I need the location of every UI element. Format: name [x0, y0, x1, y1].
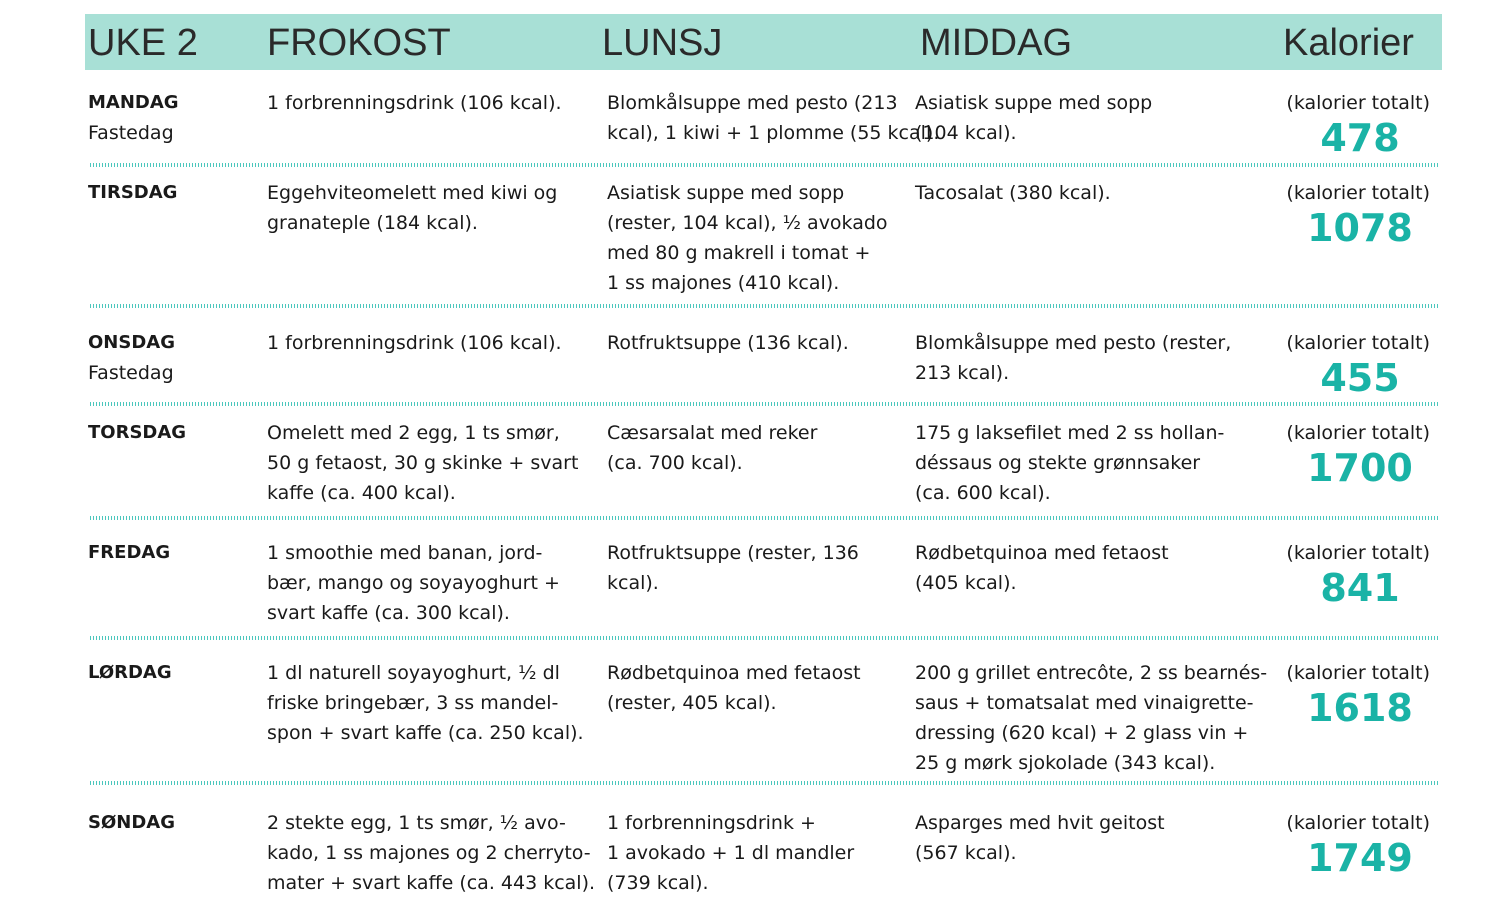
header-week: UKE 2 [88, 22, 198, 64]
day-cell [88, 538, 170, 568]
day-note: Fastedag [88, 122, 174, 144]
day-name: TORSDAG [88, 422, 187, 443]
dinner-cell [915, 418, 1224, 508]
breakfast-cell [267, 328, 562, 358]
lunch-text: Rotfruktsuppe (136 kcal). [607, 332, 849, 354]
lunch-cell [607, 418, 817, 478]
day-name: SØNDAG [88, 812, 175, 833]
calorie-label: (kalorier totalt) [1286, 812, 1430, 834]
lunch-text: (rester, 104 kcal), ½ avokado [607, 212, 888, 234]
dinner-text: (104 kcal). [915, 122, 1017, 144]
dotted-divider [90, 636, 1438, 640]
table-header [85, 14, 1442, 70]
calorie-total: 478 [1320, 116, 1400, 160]
calorie-total: 455 [1320, 356, 1400, 400]
breakfast-text: 1 dl naturell soyayoghurt, ½ dl [267, 662, 560, 684]
dotted-divider [90, 402, 1438, 406]
breakfast-cell [267, 178, 557, 238]
breakfast-text: kado, 1 ss majones og 2 cherryto- [267, 842, 591, 864]
day-cell [88, 88, 179, 148]
day-name: TIRSDAG [88, 182, 178, 203]
breakfast-text: bær, mango og soyayoghurt + [267, 572, 560, 594]
dinner-text: 25 g mørk sjokolade (343 kcal). [915, 752, 1216, 774]
calorie-total: 1700 [1307, 446, 1413, 490]
day-cell [88, 808, 175, 838]
calorie-label: (kalorier totalt) [1286, 422, 1430, 444]
lunch-text: (739 kcal). [607, 872, 709, 894]
breakfast-text: 50 g fetaost, 30 g skinke + svart [267, 452, 579, 474]
day-cell [88, 328, 175, 388]
calorie-label: (kalorier totalt) [1286, 92, 1430, 114]
breakfast-text: Eggehviteomelett med kiwi og [267, 182, 558, 204]
breakfast-cell [267, 88, 562, 118]
breakfast-cell [267, 808, 595, 898]
header-breakfast: FROKOST [267, 22, 451, 64]
calorie-label: (kalorier totalt) [1286, 332, 1430, 354]
breakfast-text: granateple (184 kcal). [267, 212, 478, 234]
breakfast-text: Omelett med 2 egg, 1 ts smør, [267, 422, 560, 444]
calorie-total: 1078 [1307, 206, 1413, 250]
calorie-label: (kalorier totalt) [1286, 542, 1430, 564]
dinner-cell [915, 328, 1231, 388]
breakfast-cell [267, 658, 584, 748]
dinner-cell [915, 88, 1152, 148]
dinner-text: 175 g laksefilet med 2 ss hollan- [915, 422, 1225, 444]
dinner-cell [915, 178, 1111, 208]
dinner-text: Blomkålsuppe med pesto (rester, [915, 332, 1232, 354]
dotted-divider [90, 516, 1438, 520]
lunch-cell [607, 658, 861, 718]
lunch-text: kcal). [607, 572, 659, 594]
breakfast-text: 1 forbrenningsdrink (106 kcal). [267, 92, 562, 114]
dinner-text: dressing (620 kcal) + 2 glass vin + [915, 722, 1249, 744]
calorie-total: 1749 [1307, 836, 1413, 880]
lunch-text: (rester, 405 kcal). [607, 692, 777, 714]
breakfast-text: friske bringebær, 3 ss mandel- [267, 692, 559, 714]
dinner-text: Rødbetquinoa med fetaost [915, 542, 1169, 564]
lunch-text: Cæsarsalat med reker [607, 422, 818, 444]
dotted-divider [90, 781, 1438, 785]
calorie-label: (kalorier totalt) [1286, 182, 1430, 204]
day-name: LØRDAG [88, 662, 172, 683]
dinner-text: déssaus og stekte grønnsaker [915, 452, 1201, 474]
breakfast-text: 2 stekte egg, 1 ts smør, ½ avo- [267, 812, 566, 834]
dinner-text: (ca. 600 kcal). [915, 482, 1051, 504]
calorie-total: 1618 [1307, 686, 1413, 730]
dinner-text: Tacosalat (380 kcal). [915, 182, 1111, 204]
dinner-text: (405 kcal). [915, 572, 1017, 594]
lunch-cell [607, 538, 859, 598]
breakfast-text: spon + svart kaffe (ca. 250 kcal). [267, 722, 584, 744]
dinner-cell [915, 808, 1165, 868]
dinner-cell [915, 658, 1267, 778]
day-note: Fastedag [88, 362, 174, 384]
lunch-text: kcal), 1 kiwi + 1 plomme (55 kcal). [607, 122, 940, 144]
day-name: MANDAG [88, 92, 179, 113]
dinner-cell [915, 538, 1169, 598]
lunch-text: med 80 g makrell i tomat + [607, 242, 871, 264]
breakfast-cell [267, 538, 560, 628]
breakfast-text: 1 smoothie med banan, jord- [267, 542, 543, 564]
dinner-text: 213 kcal). [915, 362, 1010, 384]
day-cell [88, 178, 177, 208]
dinner-text: 200 g grillet entrecôte, 2 ss bearnés- [915, 662, 1268, 684]
header-dinner: MIDDAG [920, 22, 1072, 64]
day-name: ONSDAG [88, 332, 175, 353]
calorie-label: (kalorier totalt) [1286, 662, 1430, 684]
lunch-text: 1 forbrenningsdrink + [607, 812, 816, 834]
dinner-text: Asparges med hvit geitost [915, 812, 1165, 834]
lunch-text: (ca. 700 kcal). [607, 452, 743, 474]
lunch-cell [607, 808, 854, 898]
dinner-text: saus + tomatsalat med vinaigrette- [915, 692, 1254, 714]
lunch-text: Rødbetquinoa med fetaost [607, 662, 861, 684]
dotted-divider [90, 304, 1438, 308]
lunch-text: 1 ss majones (410 kcal). [607, 272, 840, 294]
day-name: FREDAG [88, 542, 171, 563]
header-lunch: LUNSJ [602, 22, 723, 64]
dinner-text: (567 kcal). [915, 842, 1017, 864]
breakfast-text: svart kaffe (ca. 300 kcal). [267, 602, 510, 624]
dinner-text: Asiatisk suppe med sopp [915, 92, 1153, 114]
calorie-total: 841 [1320, 566, 1400, 610]
header-calories: Kalorier [1283, 22, 1414, 64]
breakfast-text: 1 forbrenningsdrink (106 kcal). [267, 332, 562, 354]
day-cell [88, 658, 172, 688]
lunch-text: Rotfruktsuppe (rester, 136 [607, 542, 859, 564]
lunch-cell [607, 178, 888, 298]
lunch-text: Blomkålsuppe med pesto (213 [607, 92, 898, 114]
lunch-cell [607, 328, 849, 358]
lunch-text: 1 avokado + 1 dl mandler [607, 842, 855, 864]
breakfast-text: kaffe (ca. 400 kcal). [267, 482, 456, 504]
lunch-text: Asiatisk suppe med sopp [607, 182, 845, 204]
dotted-divider [90, 163, 1438, 167]
day-cell [88, 418, 186, 448]
lunch-cell [607, 88, 939, 148]
breakfast-cell [267, 418, 578, 508]
breakfast-text: mater + svart kaffe (ca. 443 kcal). [267, 872, 596, 894]
